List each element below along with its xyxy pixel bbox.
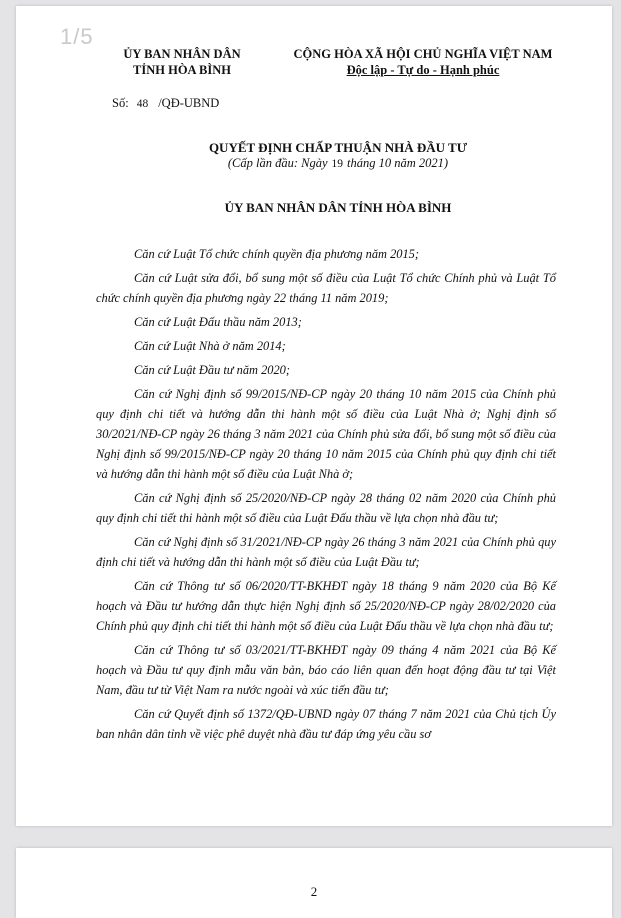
paragraph: Căn cứ Quyết định số 1372/QĐ-UBND ngày 07 tháng 7 năm 2021 của Chủ tịch Ủy ban nhân dân tỉnh về việc phê duyệt nhà đầu tư đáp ứng yêu cầu sơ	[96, 707, 556, 741]
national-motto: Độc lập - Tự do - Hạnh phúc	[346, 63, 500, 77]
paragraph: Căn cứ Luật Đấu thầu năm 2013;	[134, 315, 302, 329]
national-header	[282, 46, 564, 78]
document-body	[96, 244, 556, 748]
issuing-authority	[112, 46, 252, 78]
document-page-2	[16, 848, 612, 918]
document-title: QUYẾT ĐỊNH CHẤP THUẬN NHÀ ĐẦU TƯ	[208, 140, 468, 155]
page-indicator: 1/5	[60, 24, 94, 49]
doc-number-suffix: /QĐ-UBND	[158, 96, 220, 110]
paragraph: Căn cứ Nghị định số 31/2021/NĐ-CP ngày 26 tháng 3 năm 2021 của Chính phủ quy định chi tiết và hướng dẫn thi hành một số điều của Luật Đầu tư;	[96, 535, 556, 569]
paragraph: Căn cứ Nghị định số 25/2020/NĐ-CP ngày 28 tháng 02 năm 2020 của Chính phủ quy định chi tiết thi hành một số điều của Luật Đấu thầu về lựa chọn nhà đầu tư;	[96, 491, 556, 525]
paragraph: Căn cứ Luật Tổ chức chính quyền địa phương năm 2015;	[134, 247, 419, 261]
paragraph: Căn cứ Nghị định số 99/2015/NĐ-CP ngày 20 tháng 10 năm 2015 của Chính phủ quy định chi tiết và hướng dẫn thi hành một số điều của Luật Nhà ở; Nghị định số 30/2021/NĐ-CP ngày 26 tháng 3 năm 2021 của Chính phủ sửa đổi, bổ sung một số điều của Nghị định số 99/2015/NĐ-CP ngày 20 tháng 10 năm 2015 của Chính phủ quy định chi tiết và hướng dẫn thi hành một số điều của Luật Nhà ở;	[96, 387, 556, 481]
doc-number-value: 48	[136, 98, 149, 110]
document-subtitle	[60, 156, 616, 171]
paragraph: Căn cứ Luật sửa đổi, bổ sung một số điều của Luật Tổ chức Chính phủ và Luật Tổ chức chính quyền địa phương ngày 22 tháng 11 năm 2019;	[96, 271, 556, 305]
paragraph: Căn cứ Thông tư số 03/2021/TT-BKHĐT ngày 09 tháng 4 năm 2021 của Bộ Kế hoạch và Đầu tư quy định mẫu văn bản, báo cáo liên quan đến hoạt động đầu tư tại Việt Nam, đầu tư từ Việt Nam ra nước ngoài và xúc tiến đầu tư;	[96, 643, 556, 697]
subtitle-day: 19	[331, 158, 344, 170]
paragraph: Căn cứ Luật Nhà ở năm 2014;	[134, 339, 286, 353]
subtitle-suffix: tháng 10 năm 2021)	[347, 156, 449, 170]
authority-line-1: ỦY BAN NHÂN DÂN	[123, 47, 241, 61]
paragraph: Căn cứ Thông tư số 06/2020/TT-BKHĐT ngày 18 tháng 9 năm 2020 của Bộ Kế hoạch và Đầu tư hướng dẫn thực hiện Nghị định số 25/2020/NĐ-CP ngày 28/02/2020 của Chính phủ quy định chi tiết thi hành một số điều của Luật Đấu thầu về lựa chọn nhà đầu tư;	[96, 579, 556, 633]
paragraph: Căn cứ Luật Đầu tư năm 2020;	[134, 363, 291, 377]
issuer-heading: ỦY BAN NHÂN DÂN TỈNH HÒA BÌNH	[224, 200, 452, 215]
subtitle-prefix: (Cấp lần đầu: Ngày	[227, 156, 328, 170]
page-number: 2	[310, 884, 318, 899]
doc-number-label: Số:	[112, 96, 129, 110]
document-number	[112, 96, 219, 111]
authority-line-2: TỈNH HÒA BÌNH	[133, 63, 231, 77]
nation-title: CỘNG HÒA XÃ HỘI CHỦ NGHĨA VIỆT NAM	[293, 47, 553, 61]
